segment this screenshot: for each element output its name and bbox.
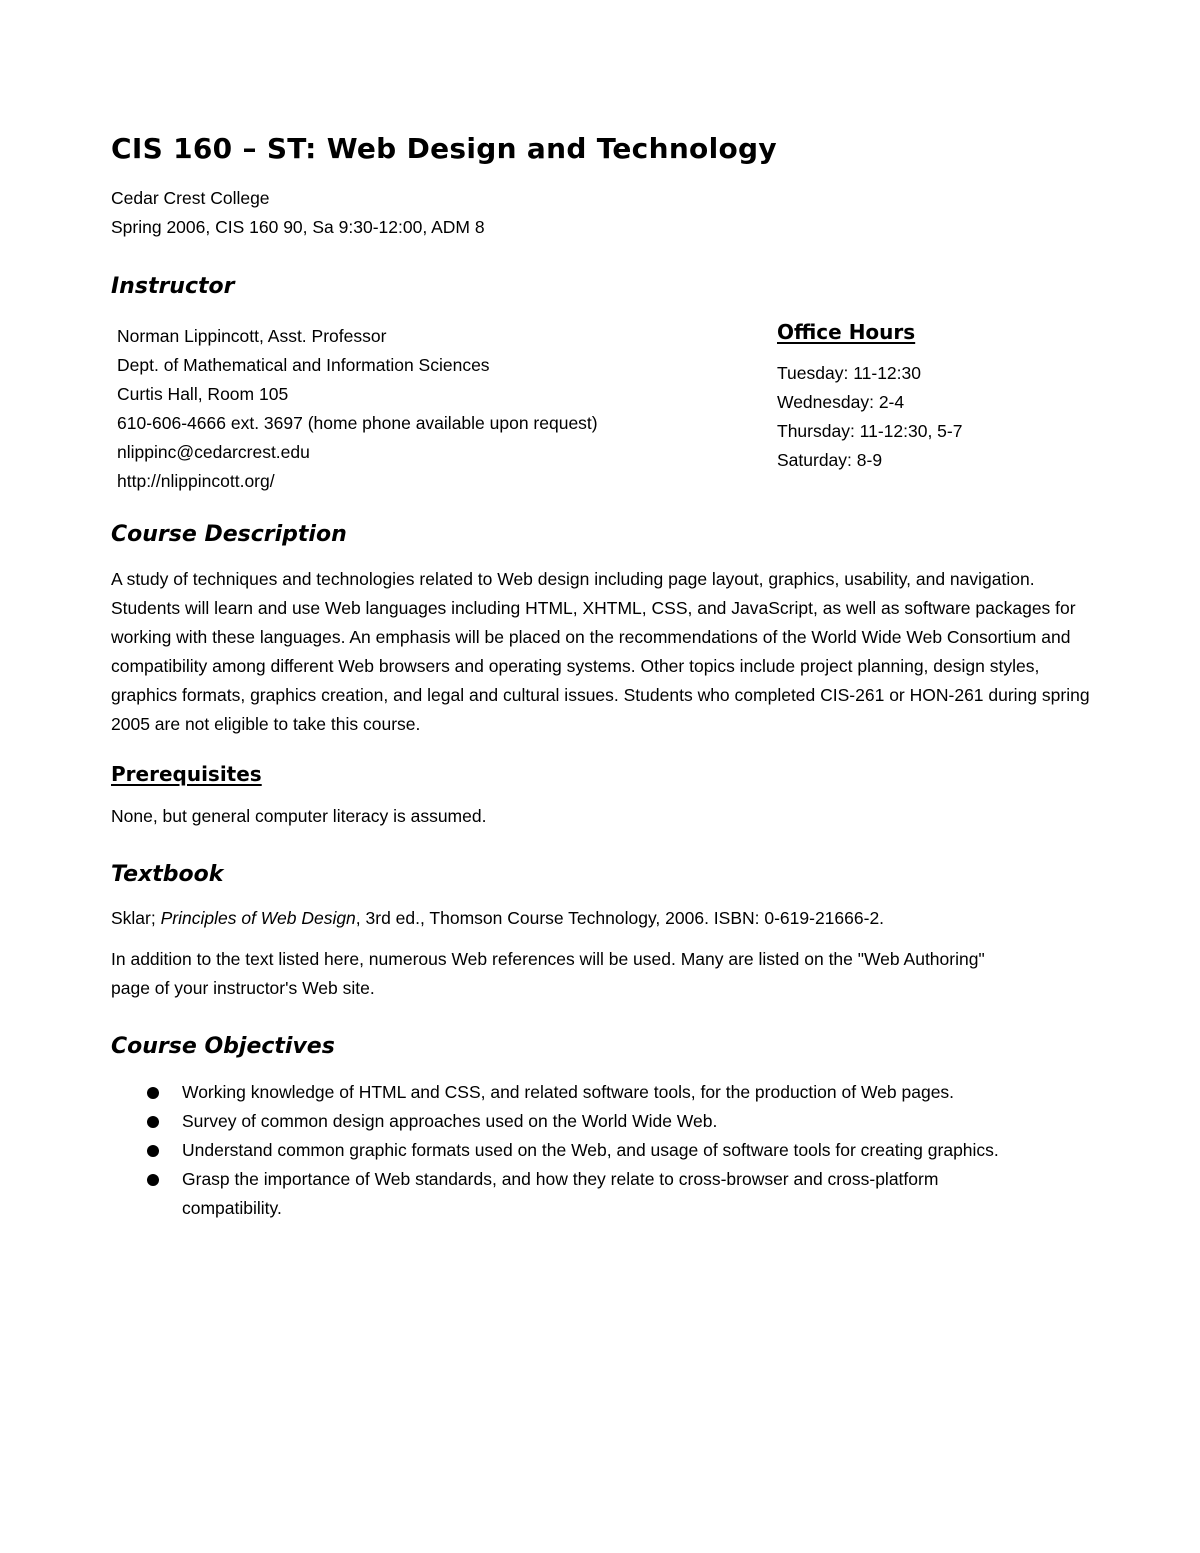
textbook-author: Sklar; bbox=[111, 908, 161, 928]
textbook-heading: Textbook bbox=[111, 862, 224, 887]
office-hours-thursday: Thursday: 11-12:30, 5-7 bbox=[777, 421, 963, 441]
instructor-details bbox=[117, 322, 598, 496]
list-item: Understand common graphic formats used on the Web, and usage of software tools for creating graphics. bbox=[111, 1136, 1011, 1165]
list-item: Working knowledge of HTML and CSS, and related software tools, for the production of Web pages. bbox=[111, 1078, 1011, 1107]
instructor-name: Norman Lippincott, Asst. Professor bbox=[117, 326, 387, 346]
textbook-note: In addition to the text listed here, numerous Web references will be used. Many are listed on the "Web Authoring" page of your instructor's Web site. bbox=[111, 949, 985, 998]
course-description-text: A study of techniques and technologies related to Web design including page layout, graphics, usability, and navigation. Students will learn and use Web languages including HTML, XHTML, CSS, and JavaScript, as well as software packages for working with these languages. An emphasis will be placed on the recommendations of the World Wide Web Consortium and compatibility among different Web browsers and operating systems. Other topics include project planning, design styles, graphics formats, graphics creation, and legal and cultural issues. Students who completed CIS-261 or HON-261 during spring 2005 are not eligible to take this course. bbox=[111, 569, 1090, 734]
office-hours-saturday: Saturday: 8-9 bbox=[777, 450, 883, 470]
college-info bbox=[111, 184, 485, 242]
office-hours-heading: Office Hours bbox=[777, 320, 916, 344]
bullet-icon bbox=[147, 1116, 159, 1128]
instructor-website[interactable]: http://nlippincott.org/ bbox=[117, 471, 275, 491]
office-hours-list bbox=[777, 359, 962, 475]
instructor-phone: 610-606-4666 ext. 3697 (home phone available upon request) bbox=[117, 413, 598, 433]
prerequisites-heading: Prerequisites bbox=[111, 762, 262, 786]
course-description-heading: Course Description bbox=[111, 522, 347, 547]
course-objectives-heading: Course Objectives bbox=[111, 1034, 335, 1059]
instructor-email[interactable]: nlippinc@cedarcrest.edu bbox=[117, 442, 310, 462]
office-hours-wednesday: Wednesday: 2-4 bbox=[777, 392, 905, 412]
instructor-department: Dept. of Mathematical and Information Sciences bbox=[117, 355, 490, 375]
bullet-icon bbox=[147, 1174, 159, 1186]
textbook-details: , 3rd ed., Thomson Course Technology, 2006. ISBN: 0-619-21666-2. bbox=[355, 908, 885, 928]
bullet-icon bbox=[147, 1087, 159, 1099]
instructor-office: Curtis Hall, Room 105 bbox=[117, 384, 289, 404]
objectives-list bbox=[111, 1078, 1011, 1223]
page-title: CIS 160 – ST: Web Design and Technology bbox=[111, 132, 777, 165]
textbook-citation bbox=[111, 904, 884, 933]
instructor-heading: Instructor bbox=[111, 274, 235, 299]
textbook-title: Principles of Web Design bbox=[160, 908, 356, 928]
list-item: Survey of common design approaches used on the World Wide Web. bbox=[111, 1107, 1011, 1136]
prerequisites-text: None, but general computer literacy is assumed. bbox=[111, 806, 487, 826]
list-item: Grasp the importance of Web standards, and how they relate to cross-browser and cross-platform compatibility. bbox=[111, 1165, 1011, 1223]
course-schedule: Spring 2006, CIS 160 90, Sa 9:30-12:00, ADM 8 bbox=[111, 217, 485, 237]
college-name: Cedar Crest College bbox=[111, 188, 270, 208]
bullet-icon bbox=[147, 1145, 159, 1157]
office-hours-tuesday: Tuesday: 11-12:30 bbox=[777, 363, 921, 383]
